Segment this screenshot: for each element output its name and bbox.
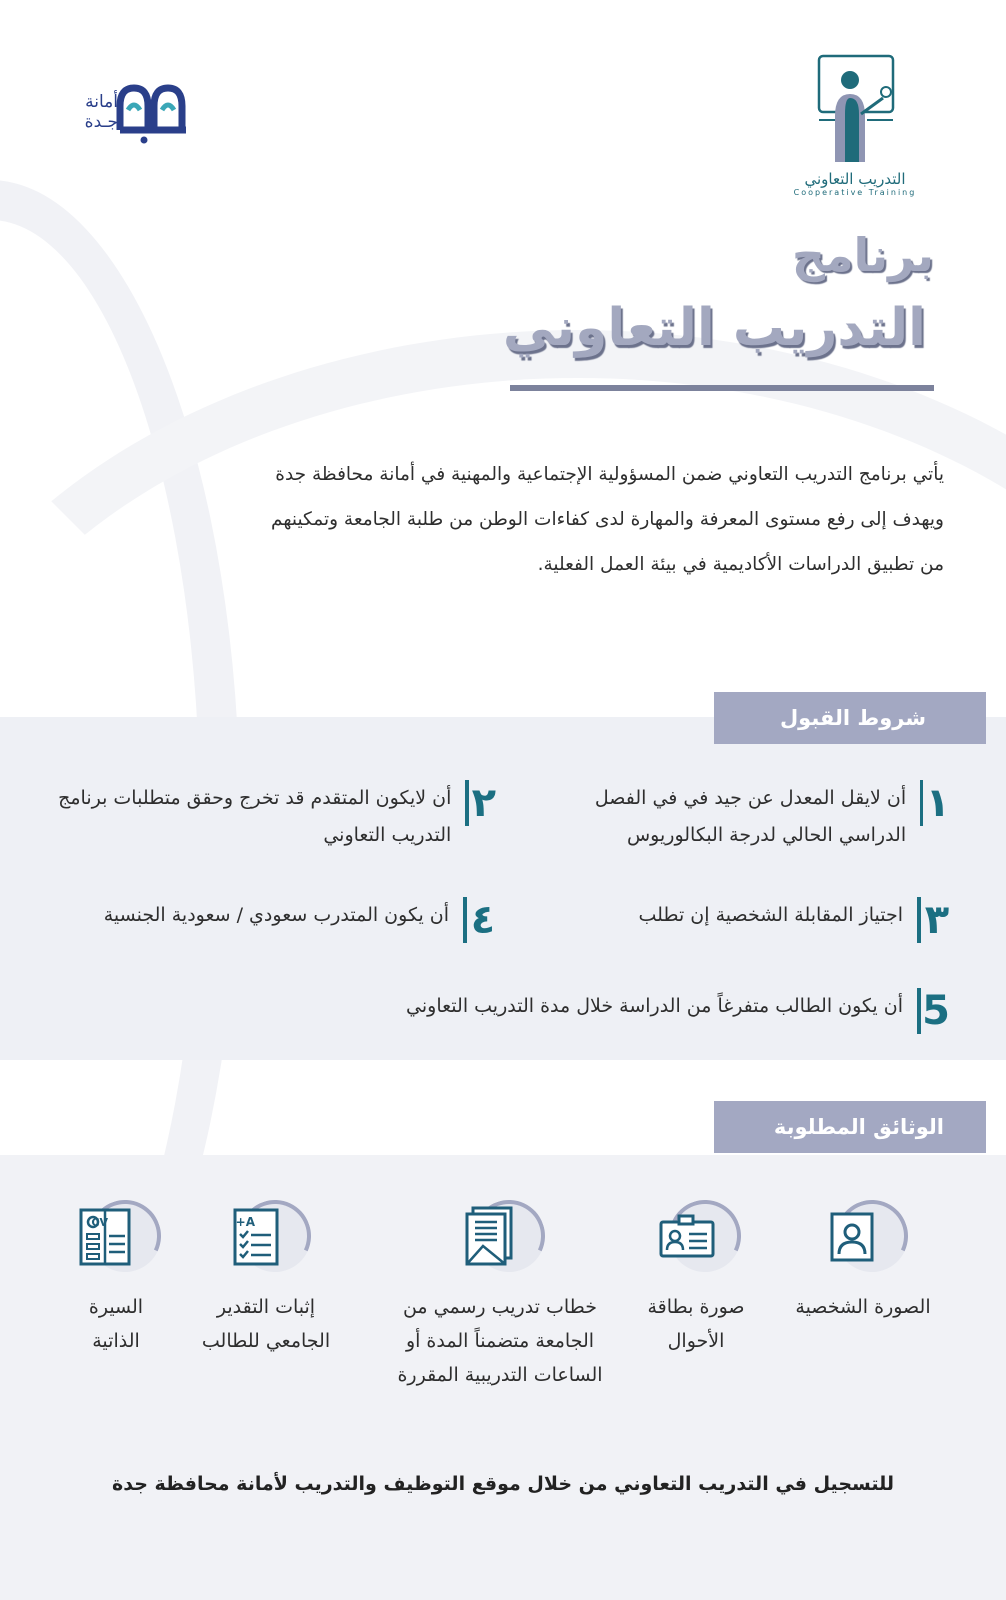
condition-text: أن يكون الطالب متفرغاً من الدراسة خلال مدة التدريب التعاوني bbox=[406, 995, 903, 1017]
registration-note: للتسجيل في التدريب التعاوني من خلال موقع التوظيف والتدريب لأمانة محافظة جدة bbox=[112, 1473, 894, 1495]
documents-heading: الوثائق المطلوبة bbox=[714, 1101, 986, 1153]
amana-logo-text: أمانة جـدة bbox=[84, 92, 118, 132]
document-item-cv bbox=[56, 1196, 176, 1358]
cv-icon bbox=[79, 1206, 135, 1266]
condition-text: أن يكون المتدرب سعودي / سعودية الجنسية bbox=[103, 904, 449, 926]
id-card-icon bbox=[659, 1206, 715, 1266]
condition-divider bbox=[917, 988, 921, 1034]
intro-paragraph bbox=[144, 452, 944, 587]
condition-divider bbox=[920, 780, 922, 826]
grade-badge-text: A+ bbox=[235, 1215, 255, 1229]
condition-text: اجتياز المقابلة الشخصية إن تطلب bbox=[638, 904, 903, 926]
condition-text: أن لايقل المعدل عن جيد في في الفصل الدراسي الحالي لدرجة البكالوريوس bbox=[594, 787, 907, 846]
document-label: السيرة الذاتية bbox=[88, 1296, 144, 1352]
intro-line: يأتي برنامج التدريب التعاوني ضمن المسؤولية الإجتماعية والمهنية في أمانة محافظة جدة bbox=[275, 464, 944, 485]
page-title-line1: برنامج bbox=[791, 228, 934, 282]
condition-number: ٣ bbox=[924, 897, 950, 943]
condition-item-2 bbox=[26, 780, 496, 854]
condition-item-4 bbox=[26, 897, 496, 943]
document-item-id-card bbox=[616, 1196, 776, 1358]
letter-icon bbox=[463, 1206, 519, 1266]
document-label: خطاب تدريب رسمي من الجامعة متضمناً المدة أو الساعات التدريبية المقررة bbox=[397, 1296, 603, 1386]
condition-text: أن لايكون المتقدم قد تخرج وحقق متطلبات برنامج التدريب التعاوني bbox=[58, 787, 452, 846]
condition-item-3 bbox=[540, 897, 950, 943]
condition-number: ٤ bbox=[470, 897, 496, 943]
condition-number: ٢ bbox=[471, 780, 496, 826]
page-title-line2: التدريب التعاوني bbox=[502, 298, 926, 358]
document-label: صورة بطاقة الأحوال bbox=[647, 1296, 745, 1352]
grade-certificate-icon bbox=[229, 1206, 285, 1266]
condition-divider bbox=[463, 897, 467, 943]
title-underline bbox=[510, 385, 934, 391]
document-item-photo bbox=[788, 1196, 938, 1324]
amana-jeddah-logo bbox=[60, 80, 200, 150]
document-item-grade bbox=[186, 1196, 346, 1358]
document-label: الصورة الشخصية bbox=[795, 1296, 931, 1318]
condition-divider bbox=[917, 897, 921, 943]
document-label: إثبات التقدير الجامعي للطالب bbox=[201, 1296, 331, 1352]
intro-line: من تطبيق الدراسات الأكاديمية في بيئة العمل الفعلية. bbox=[537, 554, 944, 575]
cooperative-training-logo bbox=[790, 54, 920, 197]
coop-logo-arabic: التدريب التعاوني bbox=[804, 170, 906, 188]
condition-item-5 bbox=[350, 988, 950, 1034]
coop-logo-english: Cooperative Training bbox=[793, 188, 917, 197]
condition-item-1 bbox=[540, 780, 950, 854]
jeddah-emblem-icon bbox=[116, 80, 190, 146]
intro-line: ويهدف إلى رفع مستوى المعرفة والمهارة لدى كفاءات الوطن من طلبة الجامعة وتمكينهم bbox=[271, 509, 944, 530]
cv-badge-text: CV bbox=[91, 1216, 108, 1229]
document-item-letter bbox=[390, 1196, 610, 1392]
condition-divider bbox=[465, 780, 468, 826]
condition-number: ١ bbox=[925, 780, 950, 826]
person-photo-icon bbox=[826, 1206, 882, 1266]
conditions-heading: شروط القبول bbox=[714, 692, 986, 744]
trainer-board-icon bbox=[805, 54, 905, 164]
condition-number: 5 bbox=[922, 988, 950, 1034]
